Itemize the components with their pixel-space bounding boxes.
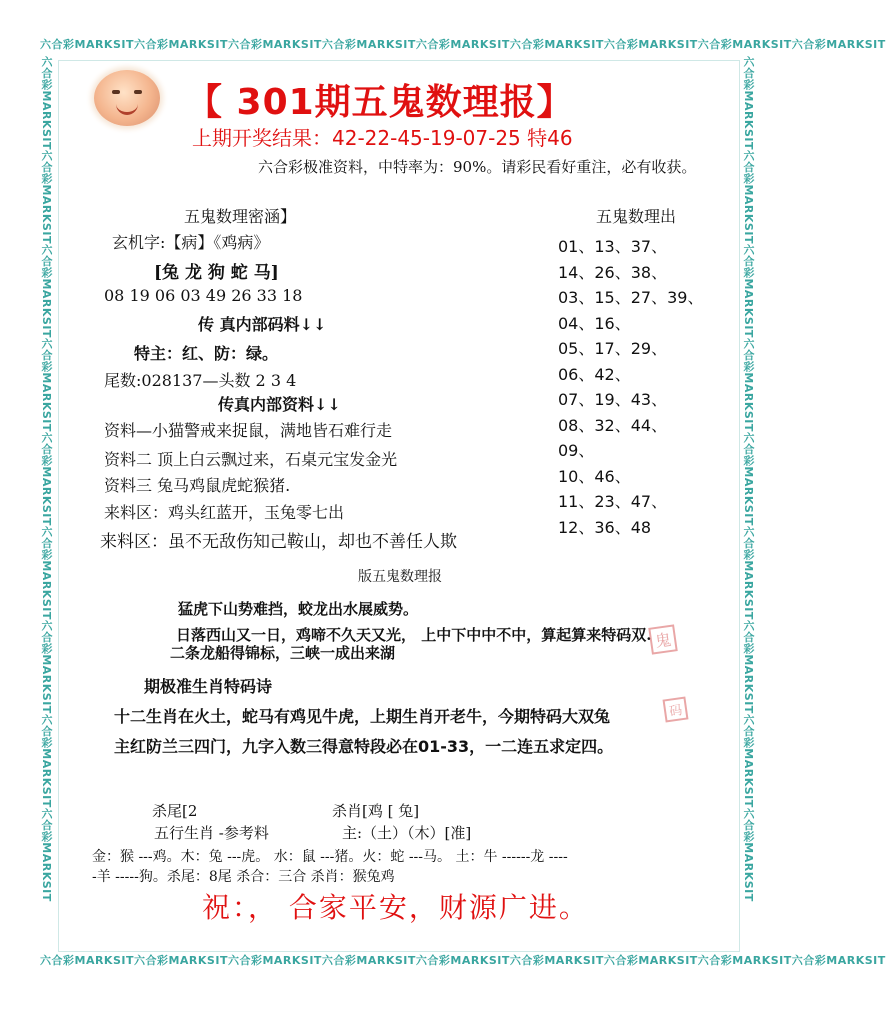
- zhu-text: 主:（土）（木）[准]: [342, 824, 472, 842]
- number-row: 14、26、38、: [558, 262, 668, 282]
- middle-line-3: 二条龙船得锦标，三峡一成出来湖: [170, 644, 396, 662]
- face-avatar-icon: [94, 70, 160, 126]
- number-row: 12、36、48: [558, 517, 652, 537]
- shaxiao-text: 杀肖[鸡 [ 兔]: [332, 802, 420, 820]
- number-row: 09、: [558, 441, 595, 460]
- animals-text: [兔 龙 狗 蛇 马]: [154, 263, 279, 283]
- wuxing-text: 五行生肖 -参考料: [154, 824, 269, 842]
- poem-line-2: 主红防兰三四门，九字入数三得意特段必在01-33，一二连五求定四。: [114, 737, 614, 756]
- page-title: 【 301期五鬼数理报】: [186, 82, 574, 123]
- red-stamp: 鬼: [648, 624, 678, 654]
- fax-heading-2: 传真内部资料↓↓: [218, 395, 341, 414]
- blessing-text: 祝：， 合家平安，财源广进。: [202, 891, 589, 924]
- border-bottom-pattern: 六合彩MARKSIT六合彩MARKSIT六合彩MARKSIT六合彩MARKSIT六合彩MARKSIT六合彩MARKSIT六合彩MARKSIT六合彩MARKSIT六合彩MARKSIT: [40, 954, 886, 967]
- last-draw-result: 上期开奖结果：42-22-45-19-07-25 特46: [192, 126, 573, 150]
- red-stamp-2: 码: [663, 697, 689, 723]
- numbers-text: 08 19 06 03 49 26 33 18: [104, 286, 303, 305]
- poem-heading: 期极准生肖特码诗: [144, 677, 273, 696]
- wuxing-line-1: 金：猴 ---鸡。木：兔 ---虎。 水：鼠 ---猪。火：蛇 ---马。 土：牛 ------龙 ----: [92, 849, 568, 865]
- ziliao-3: 资料三 兔马鸡鼠虎蛇猴猪.: [104, 476, 291, 495]
- number-row: 06、42、: [558, 364, 631, 384]
- number-row: 07、19、43、: [558, 390, 668, 409]
- poem-line-1: 十二生肖在火土，蛇马有鸡见牛虎，上期生肖开老牛，今期特码大双兔: [114, 707, 611, 726]
- weishu-text: 尾数:028137—头数 2 3 4: [104, 371, 297, 390]
- fax-heading-1: 传 真内部码料↓↓: [198, 315, 327, 334]
- xuanji-text: 玄机字:【病】《鸡病》: [112, 233, 270, 252]
- ziliao-2: 资料二 顶上白云飘过来，石桌元宝发金光: [104, 450, 398, 469]
- shawei-text: 杀尾[2: [152, 802, 198, 820]
- left-heading: 五鬼数理密涵】: [184, 207, 297, 226]
- laiqu-2: 来料区：虽不无敌伤知己鞍山，却也不善任人欺: [100, 532, 457, 552]
- number-list: [558, 234, 703, 540]
- border-top-pattern: 六合彩MARKSIT六合彩MARKSIT六合彩MARKSIT六合彩MARKSIT六合彩MARKSIT六合彩MARKSIT六合彩MARKSIT六合彩MARKSIT六合彩MARKSIT: [40, 38, 886, 51]
- border-left-pattern: 六合彩MARKSIT六合彩MARKSIT六合彩MARKSIT六合彩MARKSIT六合彩MARKSIT六合彩MARKSIT六合彩MARKSIT六合彩MARKSIT六合彩MARKSIT: [40, 56, 53, 902]
- number-row: 08、32、44、: [558, 415, 668, 435]
- subtitle: 版五鬼数理报: [358, 569, 442, 585]
- number-row: 01、13、37、: [558, 237, 668, 256]
- number-row: 05、17、29、: [558, 339, 668, 358]
- middle-line-1: 猛虎下山势难挡，蛟龙出水展威势。: [178, 600, 419, 618]
- border-right-pattern: 六合彩MARKSIT六合彩MARKSIT六合彩MARKSIT六合彩MARKSIT六合彩MARKSIT六合彩MARKSIT六合彩MARKSIT六合彩MARKSIT六合彩MARKSIT: [742, 56, 755, 902]
- wuxing-line-2: -羊 -----狗。杀尾：8尾 杀合：三合 杀肖：猴兔鸡: [92, 869, 395, 885]
- tezhu-text: 特主：红、防：绿。: [134, 344, 279, 363]
- laiqu-1: 来料区：鸡头红蓝开，玉兔零七出: [104, 503, 345, 522]
- number-row: 03、15、27、39、: [558, 288, 704, 307]
- right-heading: 五鬼数理出: [596, 207, 677, 226]
- number-row: 04、16、: [558, 313, 631, 333]
- intro-text: 六合彩极准资料，中特率为：90%。请彩民看好重注，必有收获。: [258, 158, 697, 176]
- ziliao-1: 资料—小猫警戒来捉鼠，满地皆石难行走: [104, 421, 393, 440]
- number-row: 11、23、47、: [558, 492, 668, 511]
- number-row: 10、46、: [558, 466, 631, 486]
- middle-line-2: 日落西山又一日，鸡啼不久天又光， 上中下中中不中，算起算来特码双.: [176, 626, 652, 644]
